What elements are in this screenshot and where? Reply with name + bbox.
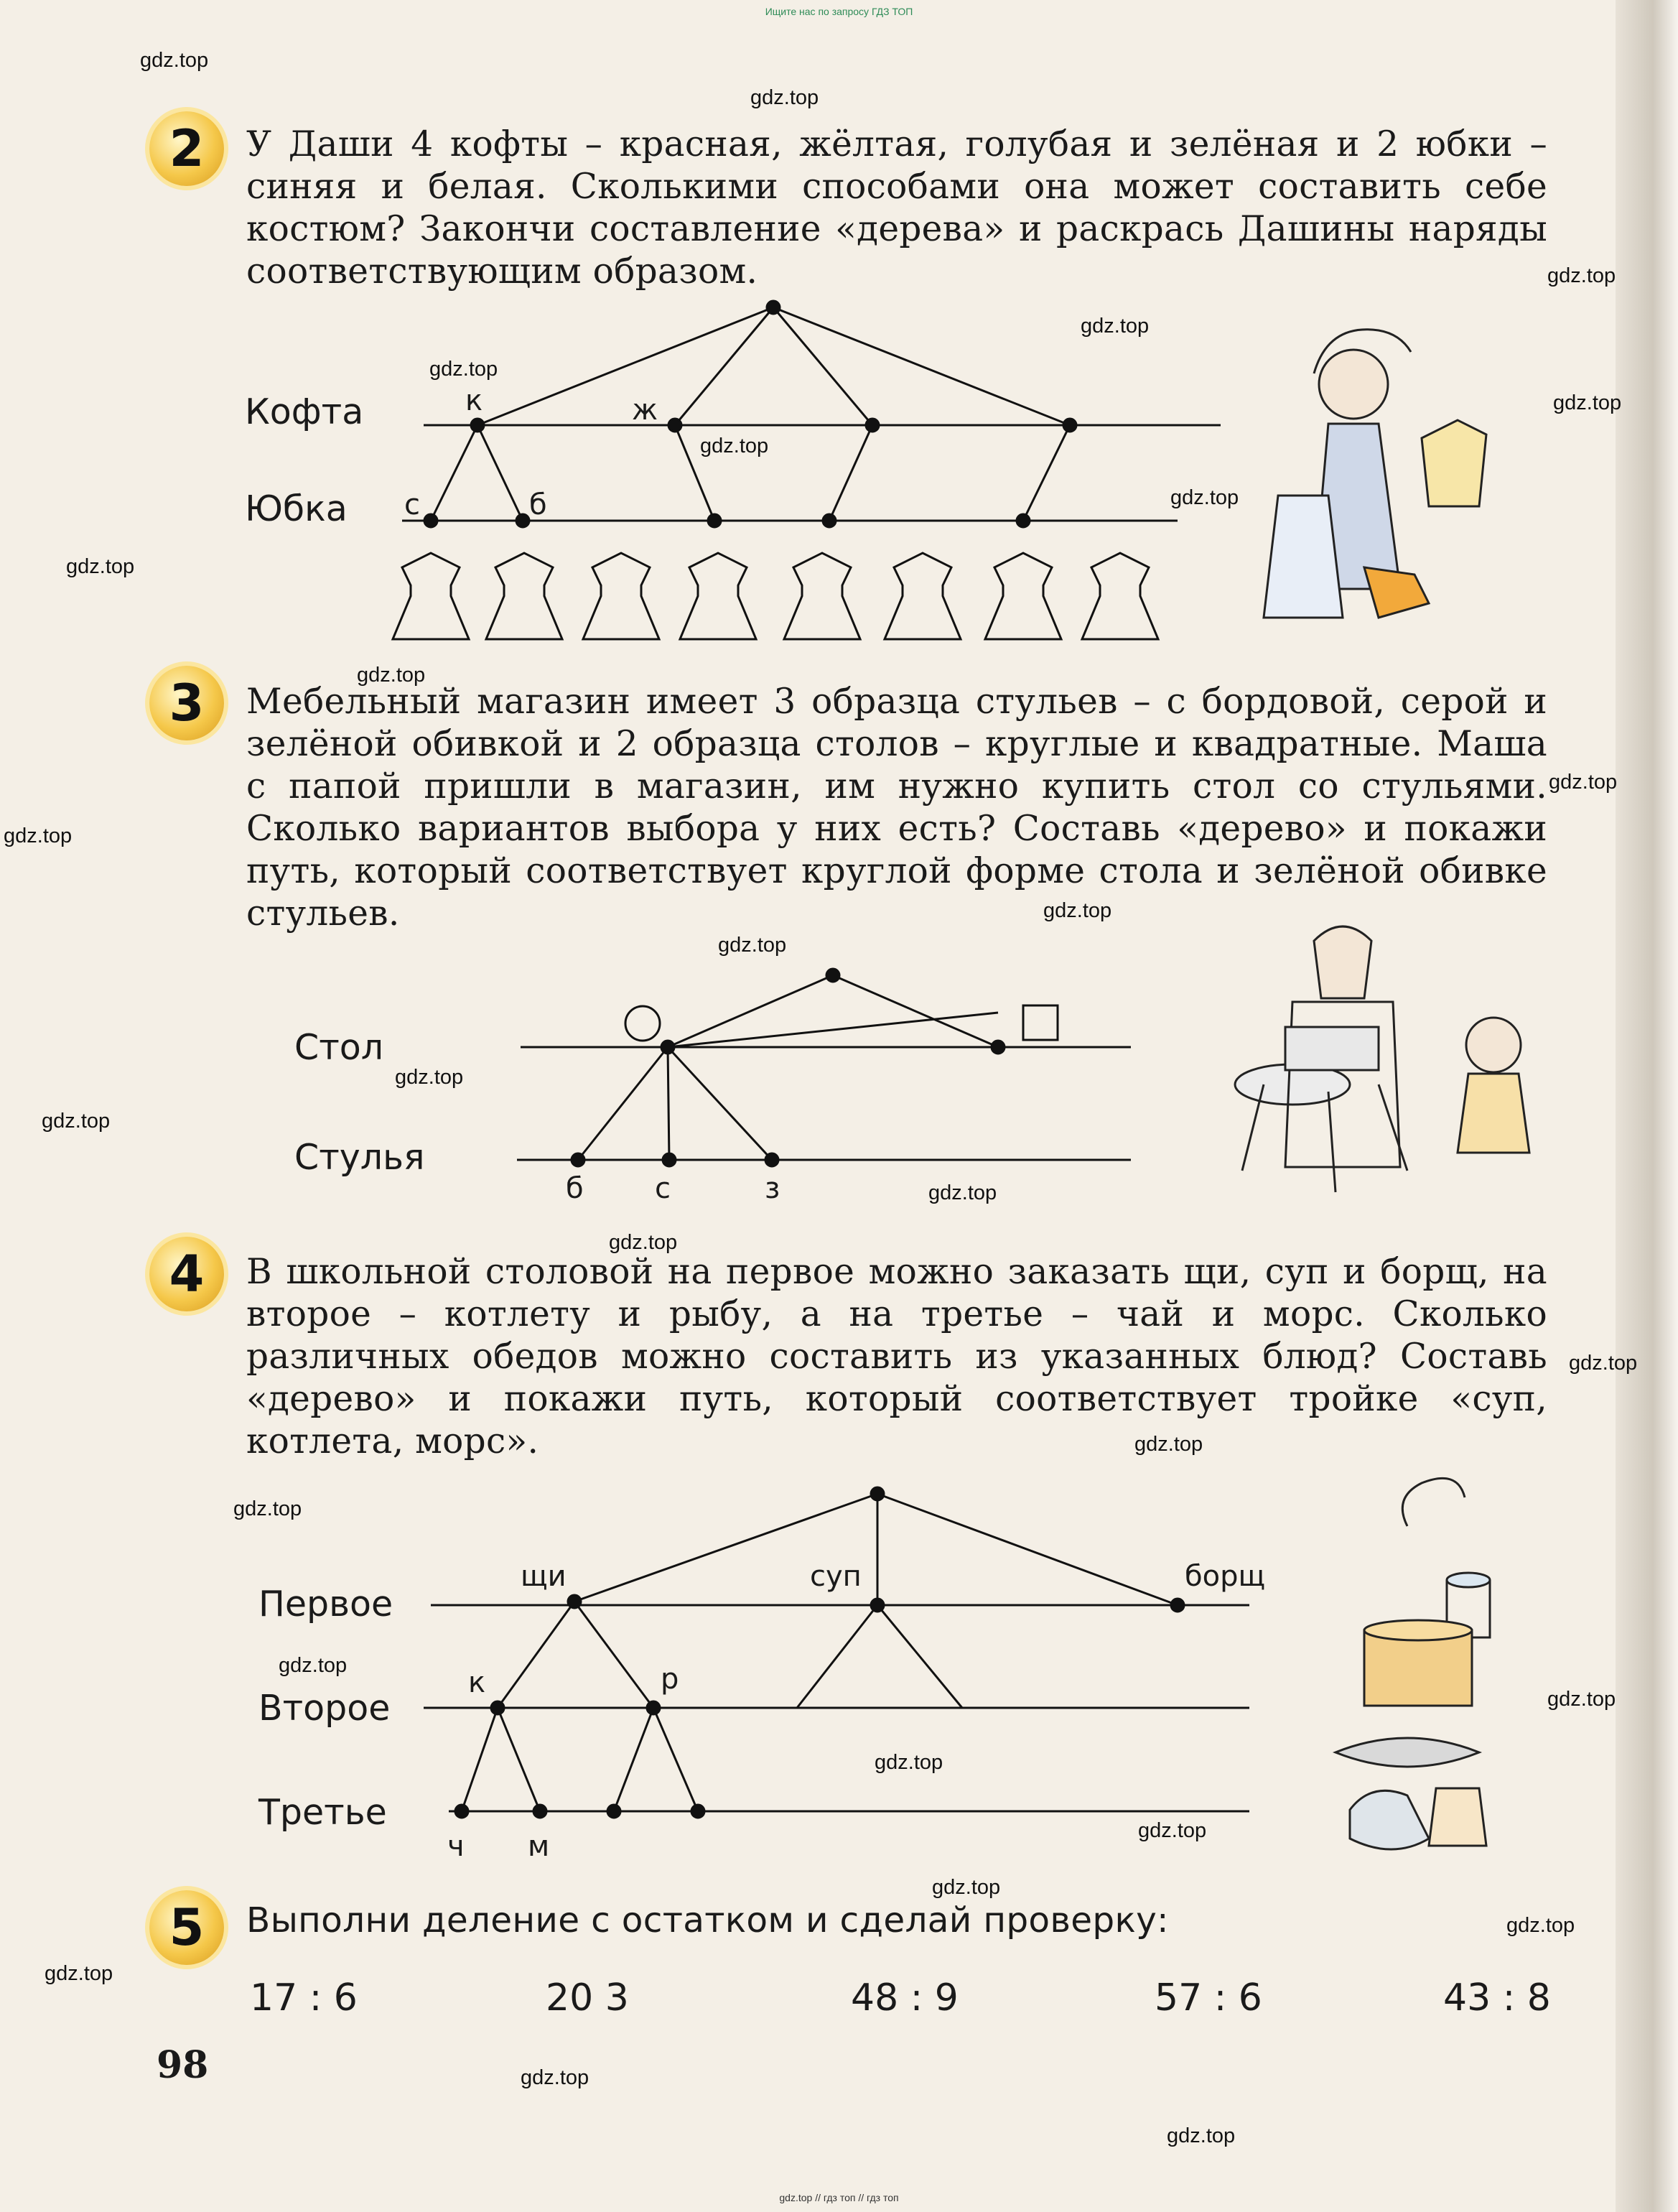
node-label: с — [404, 488, 420, 521]
watermark: gdz.top — [1134, 1433, 1203, 1456]
task3-tree — [517, 969, 1131, 1166]
node-label: б — [566, 1172, 584, 1205]
watermark: gdz.top — [395, 1066, 464, 1089]
page-number: 98 — [157, 2043, 209, 2087]
watermark: gdz.top — [1043, 899, 1112, 922]
watermark: gdz.top — [1506, 1914, 1575, 1937]
division-expression: 20 3 — [546, 1976, 629, 2020]
node-label: к — [468, 1666, 486, 1699]
node-label: щи — [521, 1560, 567, 1593]
girl-with-clothes-illustration — [1264, 330, 1486, 618]
node-label: р — [661, 1663, 679, 1696]
watermark: gdz.top — [1081, 315, 1150, 338]
watermark: gdz.top — [1170, 486, 1239, 509]
node-label: м — [528, 1830, 550, 1863]
watermark: gdz.top — [1553, 391, 1622, 414]
node-label: б — [529, 488, 547, 521]
watermark: gdz.top — [1547, 264, 1616, 287]
watermark: gdz.top — [42, 1110, 111, 1133]
division-expression: 17 : 6 — [250, 1976, 358, 2020]
watermark: gdz.top — [932, 1876, 1001, 1899]
task4-text: В школьной столовой на первое можно заказать щи, суп и борщ, на второе – котлету и рыбу, а на третье – чай и морс. Сколько различных обедов можно составить из указанных блюд? Составь «дерево» и покажи путь, который соответствует тройке «суп, котлета, морс». — [246, 1252, 1547, 1462]
node-label: с — [655, 1172, 671, 1205]
watermark: gdz.top — [140, 49, 209, 72]
node-label: ч — [447, 1830, 465, 1863]
watermark: gdz.top — [1167, 2124, 1236, 2147]
division-expression: 43 : 8 — [1443, 1976, 1551, 2020]
node-label: суп — [810, 1560, 862, 1593]
watermark: gdz.top — [928, 1181, 997, 1204]
watermark: gdz.top — [718, 934, 787, 957]
division-expression: 57 : 6 — [1155, 1976, 1262, 2020]
watermark: gdz.top — [279, 1654, 348, 1677]
watermark: gdz.top — [1138, 1819, 1207, 1842]
watermark: gdz.top — [233, 1497, 302, 1520]
bottom-banner: gdz.top // гдз топ // гдз топ — [779, 2192, 899, 2203]
watermark: gdz.top — [1547, 1688, 1616, 1711]
task-number-badge: 4 — [149, 1237, 224, 1311]
watermark: gdz.top — [1569, 1352, 1638, 1375]
top-banner: Ищите нас по запросу ГДЗ ТОП — [765, 6, 913, 17]
task5-text: Выполни деление с остатком и сделай проверку: — [246, 1900, 1169, 1941]
task2-text: У Даши 4 кофты – красная, жёлтая, голубая и зелёная и 2 юбки – синяя и белая. Сколькими способами она может составить себе костюм? Закончи составление «дерева» и раскрась Дашины наряды соответствующим образом. — [246, 124, 1547, 292]
watermark: gdz.top — [875, 1751, 943, 1774]
row-label-yubka: Юбка — [245, 488, 348, 529]
watermark: gdz.top — [45, 1962, 113, 1985]
node-label: ж — [632, 394, 658, 427]
row-label-trete: Третье — [258, 1792, 387, 1833]
watermark: gdz.top — [429, 358, 498, 381]
row-label-vtoroe: Второе — [258, 1688, 391, 1729]
node-label: борщ — [1185, 1560, 1266, 1593]
row-label-stulya: Стулья — [294, 1137, 425, 1178]
watermark: gdz.top — [750, 86, 819, 109]
watermark: gdz.top — [4, 824, 73, 847]
row-label-pervoe: Первое — [258, 1584, 393, 1625]
outfit-drawings — [393, 553, 1158, 639]
watermark: gdz.top — [521, 2066, 589, 2089]
watermark: gdz.top — [357, 664, 426, 687]
watermark: gdz.top — [700, 434, 769, 457]
task-number-badge: 3 — [149, 666, 224, 740]
task-number-badge: 2 — [149, 111, 224, 186]
division-expression: 48 : 9 — [851, 1976, 959, 2020]
father-and-girl-illustration — [1235, 926, 1529, 1192]
task4-tree — [424, 1487, 1249, 1818]
task2-tree — [402, 301, 1221, 527]
watermark: gdz.top — [1549, 771, 1618, 794]
watermark: gdz.top — [609, 1231, 678, 1254]
task3-text: Мебельный магазин имеет 3 образца стульев – с бордовой, серой и зелёной обивкой и 2 образца столов – круглые и квадратные. Маша с папой пришли в магазин, им нужно купить стол со стульями. Сколько вариантов выбора у них есть? Составь «дерево» и покажи путь, который соответствует круглой форме стола и зелёной обивке стульев. — [246, 682, 1547, 934]
row-label-kofta: Кофта — [245, 391, 364, 432]
watermark: gdz.top — [66, 555, 135, 578]
illustrations — [1235, 330, 1529, 1849]
cookware-illustration — [1336, 1478, 1490, 1849]
node-label: к — [465, 384, 483, 417]
task-number-badge: 5 — [149, 1890, 224, 1965]
row-label-stol: Стол — [294, 1027, 384, 1068]
node-label: з — [765, 1172, 780, 1205]
